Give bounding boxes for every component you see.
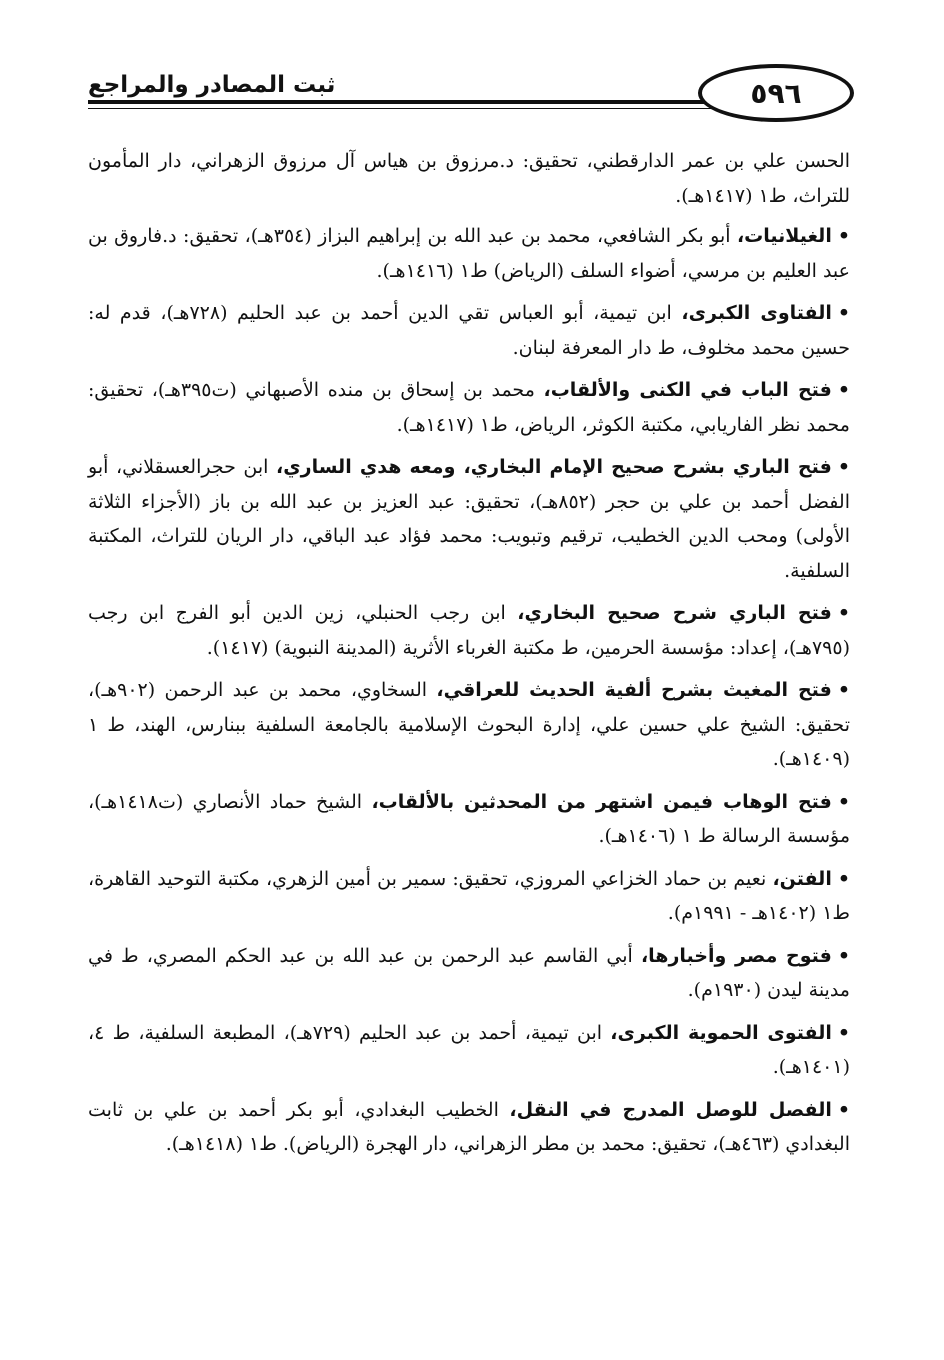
entry-text: محمد بن إسحاق بن منده الأصبهاني (ت٣٩٥هـ)، تحقيق: محمد نظر الفاريابي، مكتبة الكوثر، الرياض، ط١ (١٤١٧هـ). — [88, 379, 850, 436]
bullet-icon: • — [837, 379, 850, 401]
bibliography-entry — [88, 939, 850, 1008]
entry-text: ابن تيمية، أحمد بن عبد الحليم (٧٢٩هـ)، المطبعة السلفية، ط ٤، (١٤٠١هـ). — [88, 1021, 850, 1078]
entry-text: الشيخ حماد الأنصاري (ت١٤١٨هـ)، مؤسسة الرسالة ط ١ (١٤٠٦هـ). — [88, 790, 850, 847]
continuation-text: الحسن علي بن عمر الدارقطني، تحقيق: د.مرزوق بن هياس آل مرزوق الزهراني، دار المأمون للتراث، ط١ (١٤١٧هـ). — [88, 150, 850, 207]
bullet-icon: • — [837, 225, 850, 247]
entry-title: فتوح مصر وأخبارها، — [640, 944, 832, 967]
entry-title: فتح المغيث بشرح ألفية الحديث للعراقي، — [436, 679, 832, 701]
entry-text: السخاوي، محمد بن عبد الرحمن (٩٠٢هـ)، تحقيق: الشيخ علي حسين علي، إدارة البحوث الإسلامية بالجامعة السلفية ببنارس، الهند، ط ١ (١٤٠٩هـ). — [88, 679, 850, 770]
entry-title: الغيلانيات، — [736, 225, 832, 247]
bibliography-entry — [88, 862, 850, 931]
header-rule-thick — [88, 100, 778, 104]
entry-text: ابن حجرالعسقلاني، أبو الفضل أحمد بن علي بن حجر (٨٥٢هـ)، تحقيق: عبد العزيز بن عبد الله بن باز (الأجزاء الثلاثة الأولى) ومحب الدين الخطيب، ترقيم وتبويب: محمد فؤاد عبد الباقي، دار الريان للتراث، المكتبة السلفية. — [88, 456, 850, 582]
entry-text: ابن تيمية، أبو العباس تقي الدين أحمد بن عبد الحليم (٧٢٨هـ)، قدم له: حسين محمد مخلوف، ط دار المعرفة لبنان. — [88, 302, 850, 359]
bullet-icon: • — [837, 867, 850, 890]
bibliography-entry — [88, 296, 850, 365]
bibliography-list — [88, 144, 850, 1170]
bibliography-entry — [88, 1093, 850, 1162]
bullet-icon: • — [837, 456, 850, 478]
entry-text: أبي القاسم عبد الرحمن بن عبد الله بن عبد الحكم المصري، ط في مدينة ليدن (١٩٣٠م). — [88, 944, 850, 1001]
entry-title: فتح الباري شرح صحيح البخاري، — [517, 602, 832, 624]
header-rule-thin — [88, 108, 778, 109]
entry-title: فتح الوهاب فيمن اشتهر من المحدثين بالألقاب، — [371, 790, 832, 813]
entry-text: ابن رجب الحنبلي، زين الدين أبو الفرج ابن رجب (٧٩٥هـ)، إعداد: مؤسسة الحرمين، ط مكتبة الغرباء الأثرية (المدينة النبوية) (١٤١٧). — [88, 602, 850, 659]
entry-title: الفتوى الحموية الكبرى، — [610, 1021, 832, 1044]
bullet-icon: • — [837, 679, 850, 701]
entry-title: الفتاوى الكبرى، — [681, 302, 832, 324]
bullet-icon: • — [837, 790, 850, 813]
bibliography-entry — [88, 785, 850, 854]
entry-text: الخطيب البغدادي، أبو بكر أحمد بن علي بن ثابت البغدادي (٤٦٣هـ)، تحقيق: محمد بن مطر الزهراني، دار الهجرة (الرياض). ط١ (١٤١٨هـ). — [88, 1098, 850, 1155]
bullet-icon: • — [837, 1098, 851, 1121]
entry-title: فتح الباري بشرح صحيح الإمام البخاري، ومعه هدي الساري، — [276, 456, 832, 478]
bibliography-entry — [88, 450, 850, 588]
entry-title: الفتن، — [772, 867, 832, 890]
entry-text: نعيم بن حماد الخزاعي المروزي، تحقيق: سمير بن أمين الزهري، مكتبة التوحيد القاهرة، ط١ (١٤٠٢هـ - ١٩٩١م). — [88, 867, 850, 924]
bibliography-entry — [88, 219, 850, 288]
page-number: ٥٩٦ — [698, 64, 854, 122]
bibliography-entry — [88, 373, 850, 442]
page-header — [58, 60, 858, 126]
entry-title: الفصل للوصل المدرج في النقل، — [509, 1098, 832, 1121]
bullet-icon: • — [837, 1021, 850, 1044]
bibliography-entry — [88, 673, 850, 777]
bibliography-entry — [88, 1016, 850, 1085]
bullet-icon: • — [837, 602, 850, 624]
bibliography-entry — [88, 596, 850, 665]
bullet-icon: • — [837, 944, 850, 967]
running-title: ثبت المصادر والمراجع — [88, 72, 336, 98]
entry-title: فتح الباب في الكنى والألقاب، — [543, 379, 832, 401]
bullet-icon: • — [837, 302, 851, 324]
entry-text: أبو بكر الشافعي، محمد بن عبد الله بن إبراهيم البزاز (٣٥٤هـ)، تحقيق: د.فاروق بن عبد العليم بن مرسي، أضواء السلف (الرياض) ط١ (١٤١٦هـ). — [88, 225, 850, 282]
